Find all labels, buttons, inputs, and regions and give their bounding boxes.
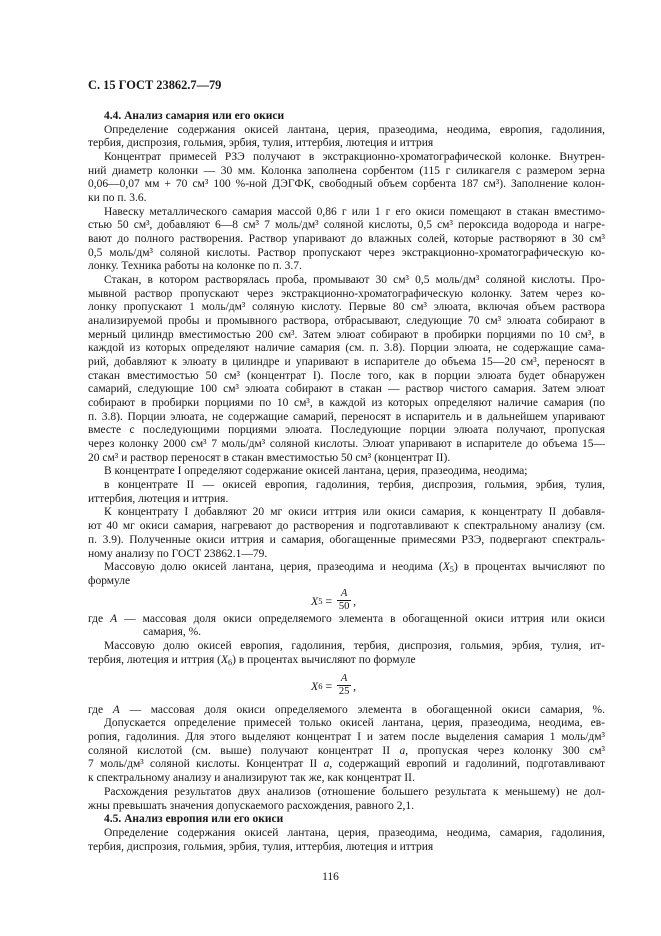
italic-text: a <box>399 744 406 757</box>
text-line: Массовую долю окисей европия, гадолиния, тербия, диспрозия, гольмия, эрбия, тулия, ит- <box>104 640 605 653</box>
text-line: Концентрат примесей РЗЭ получают в экстракционно-хроматографической колонке. Внутрен- <box>104 151 605 164</box>
formula <box>88 589 605 613</box>
text-line <box>88 704 605 718</box>
text-line: к спектральному анализу и анализируют так же, как концентрат II. <box>88 772 415 785</box>
text-line: жны превышать значения допускаемого расхождения, равного 2,1. <box>88 799 415 812</box>
text-line: ют 40 мг окиси самария, нагревают до растворения и подготавливают к спектральному анализу (см. <box>88 520 605 533</box>
formula-legend <box>88 704 605 718</box>
text-line: п. 3.8). Порции элюата, не содержащие самарий, переносят в испаритель и в дальнейшем упаривают <box>88 410 605 423</box>
text-line: Расхождения результатов двух анализов (отношение большего результата к меньшему) не дол- <box>104 785 605 798</box>
text-line <box>88 745 605 759</box>
text-line: формуле <box>88 574 131 587</box>
text-line: 0,5 моль/дм³ соляной кислоты. Раствор пропускают через экстракционно-хроматографическую ко- <box>88 246 605 259</box>
text-line: самария, %. <box>143 626 202 639</box>
formula-legend <box>88 613 605 640</box>
text-line: Допускается определение примесей только окисей лантана, церия, празеодима, неодима, ев- <box>104 717 605 730</box>
text-line <box>88 613 605 627</box>
document-body <box>88 110 605 854</box>
text-line: мывной раствор пропускают через экстракционно-хроматографическую колонку. Затем через ко- <box>88 287 605 300</box>
text-line: тербия, диспрозия, гольмия, эрбия, тулия, иттербия, лютеция и иттрия <box>88 840 434 853</box>
text-segment: — массовая доля окиси определяемого элемента в обогащенной окиси иттрия или окиси <box>117 612 605 625</box>
text-line: иттербия, лютеция и иттрия. <box>88 492 229 505</box>
text-segment: соляной кислотой (см. выше) получают концентрат II <box>88 744 400 757</box>
subscript-text: 5 <box>449 565 454 575</box>
text-line: собирают в пробирки порциями по 10 см³, в каждой из которых определяют наличие самария (по <box>88 397 605 410</box>
text-line: 0,06—0,07 мм + 70 см³ 100 %-ной ДЭГФК, свободный объем сорбента 187 см³). Заполнение колон- <box>88 178 605 191</box>
text-line: ропия, гадолиния. Для этого выделяют концентрат I и затем после выделения самария 1 моль/дм³ <box>88 731 605 744</box>
text-line <box>88 654 605 668</box>
formula <box>88 668 605 704</box>
text-line: самарий, следующие 100 см³ элюата собирают в стакан — раствор чистого самария. Затем элюат <box>88 383 605 396</box>
text-line: анализируемой пробы и промывного раствора, отбрасывают, следующие 70 см³ элюата собирают в <box>88 315 605 328</box>
formula-symbol: X <box>311 593 319 608</box>
formula-numerator: A <box>340 587 348 599</box>
text-line: Определение содержания окисей лантана, церия, празеодима, неодима, самария, гадолиния, <box>104 826 605 839</box>
text-line <box>88 758 605 772</box>
text-line: лонку. Техника работы на колонке по п. 3.7. <box>88 260 302 273</box>
page-header: С. 15 ГОСТ 23862.7—79 <box>88 78 222 92</box>
formula-tail: , <box>353 678 357 693</box>
section-heading: 4.4. Анализ самария или его окиси <box>104 110 285 122</box>
text-line: В концентрате I определяют содержание окисей лантана, церия, празеодима, неодима; <box>104 465 528 478</box>
text-line: лонку пропускают 1 моль/дм³ соляную кислоту. Первые 80 см³ элюата, включая объем раствора <box>88 301 605 314</box>
text-segment: 7 моль/дм³ соляной кислоты. Концентрат II <box>88 758 324 771</box>
text-segment: — массовая доля окиси определяемого элемента в обогащенной окиси самария, %. <box>119 703 605 716</box>
text-line: ному анализу по ГОСТ 23862.1—79. <box>88 547 268 560</box>
text-segment: где <box>88 703 113 716</box>
formula-fraction <box>337 589 351 613</box>
paragraph <box>88 124 605 151</box>
text-line: Определение содержания окисей лантана, церия, празеодима, неодима, европия, гадолиния, <box>104 123 605 136</box>
text-line: К концентрату I добавляют 20 мг окиси иттрия или окиси самария, к концентрату II добавля- <box>104 506 605 519</box>
text-segment: где <box>88 612 111 625</box>
text-line: вместе с последующими порциями элюата. Последующие порции элюата получают, пропуская <box>88 424 605 437</box>
paragraph <box>88 717 605 785</box>
text-line: ний диаметр колонки — 30 мм. Колонка заполнена сорбентом (115 г силикагеля с размером зерна <box>88 164 605 177</box>
italic-text: X <box>442 561 450 574</box>
text-line: п. 3.9). Полученные окиси иттрия и самария, обогащенные примесями РЗЭ, подвергают спектраль- <box>88 533 605 546</box>
text-segment: ) в процентах вычисляют по формуле <box>232 653 416 666</box>
paragraph <box>88 561 605 588</box>
text-segment: тербия, лютеция и иттрия ( <box>88 653 221 666</box>
text-line: тербия, диспрозия, гольмия, эрбия, тулия, иттербия, лютеция и иттрия <box>88 137 434 150</box>
paragraph <box>88 151 605 206</box>
text-line: 20 см³ и раствор переносят в стакан вместимостью 50 см³ (концентрат II). <box>88 451 451 464</box>
italic-text: a <box>323 758 330 771</box>
text-line: в концентрате II — окисей европия, гадолиния, тербия, диспрозия, гольмия, эрбия, тулия, <box>104 479 605 492</box>
text-line: мерный цилиндр вместимостью 200 см³. Затем элюат собирают в пробирки порциями по 10 см³, в <box>88 328 605 341</box>
italic-text: X <box>220 653 229 666</box>
text-line: вают до полного растворения. Раствор упаривают до влажных солей, которые растворяют в 30 см³ <box>88 233 605 246</box>
subscript-text: 6 <box>228 657 233 667</box>
formula-symbol: X <box>311 678 319 693</box>
text-segment: , пропуская через колонку 300 см³ <box>405 744 605 757</box>
formula-equals: = <box>325 678 333 693</box>
text-segment: , содержащий европий и гадолиний, подготавливают <box>329 758 605 771</box>
formula-group: X 5 = $\frac{A}{50}$ , <box>311 587 357 613</box>
formula-numerator: A <box>340 672 348 684</box>
paragraph <box>88 465 605 479</box>
italic-text: A <box>110 612 118 625</box>
paragraph <box>88 786 605 813</box>
paragraph <box>88 506 605 561</box>
formula-equals: = <box>325 593 333 608</box>
formula-fraction <box>337 674 351 698</box>
text-line: через колонку 2000 см³ 7 моль/дм³ соляной кислоты. Элюат упаривают в испарителе до объема 15— <box>88 438 605 451</box>
text-line <box>88 561 605 575</box>
text-line: рий, добавляют к элюату в цилиндре и упаривают в испарителе до объема 15—20 см³, переносят в <box>88 356 605 369</box>
paragraph <box>88 206 605 274</box>
paragraph <box>88 274 605 465</box>
formula-tail: , <box>353 593 357 608</box>
paragraph <box>88 827 605 854</box>
formula-group: X 6 = $\frac{A}{25}$ , <box>311 672 357 698</box>
text-segment: Массовую долю окисей лантана, церия, празеодима и неодима ( <box>104 561 443 574</box>
text-line: Стакан, в котором растворялась проба, промывают 30 см³ 0,5 моль/дм³ соляной кислоты. Про- <box>104 274 605 287</box>
text-line: стью 50 см³, добавляют 6—8 см³ 7 моль/дм³ соляной кислоты, 0,5 см³ пероксида водорода и нагре- <box>88 219 605 232</box>
paragraph <box>88 640 605 667</box>
formula-denominator: 25 <box>338 686 350 698</box>
paragraph <box>88 479 605 506</box>
text-line: ки по п. 3.6. <box>88 192 147 205</box>
italic-text: A <box>112 703 120 716</box>
text-line: каждой из которых определяют наличие самария (см. п. 3.8). Порции элюата, не содержащие сама- <box>88 342 605 355</box>
section-heading: 4.5. Анализ европия или его окиси <box>104 813 284 826</box>
text-segment: ) в процентах вычисляют по <box>453 561 605 574</box>
text-line: стакан вместимостью 50 см³ (концентрат I). После того, как в порции элюата будет обнаружен <box>88 369 605 382</box>
formula-denominator: 50 <box>338 601 350 613</box>
page-number: 116 <box>322 871 339 883</box>
text-line: Навеску металлического самария массой 0,86 г или 1 г его окиси помещают в стакан вместимо- <box>104 205 605 218</box>
